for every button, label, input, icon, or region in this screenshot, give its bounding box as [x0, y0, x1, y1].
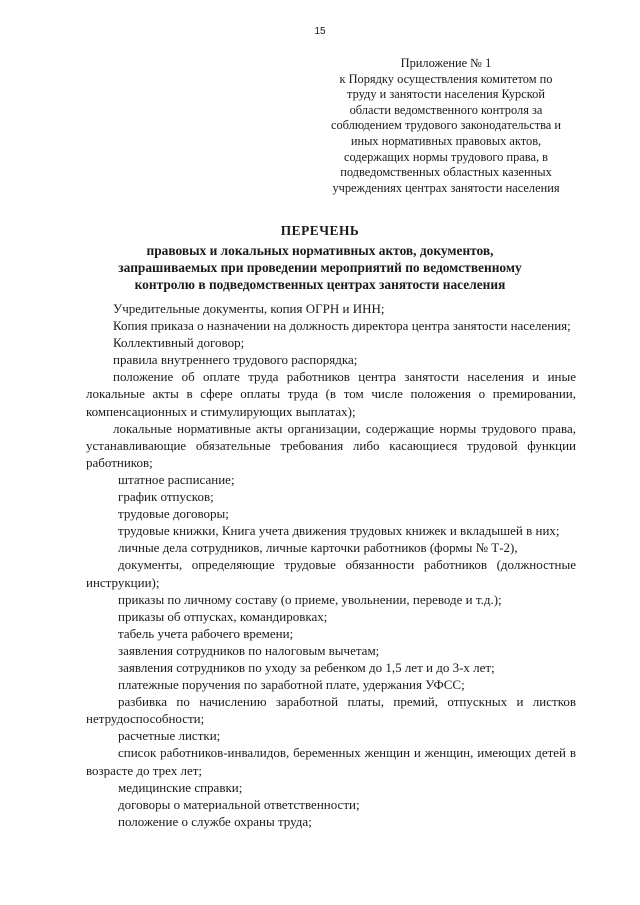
list-item: трудовые книжки, Книга учета движения трудовых книжек и вкладышей в них; [118, 523, 560, 539]
list-item: разбивка по начислению заработной платы, премий, отпускных и листков нетрудоспособности; [86, 694, 576, 727]
title-line: контролю в подведомственных центрах занятости населения [134, 277, 506, 292]
list-item: локальные нормативные акты организации, содержащие нормы трудового права, устанавливающие обязательные требования либо касающиеся трудовой функции работников; [86, 420, 576, 470]
appendix-line: соблюдением трудового законодательства и [330, 118, 562, 133]
appendix-line: труду и занятости населения Курской [347, 87, 545, 102]
list-item: правила внутреннего трудового распорядка; [113, 352, 358, 368]
appendix-header [318, 56, 574, 196]
page-number: 15 [314, 26, 326, 37]
list-item: график отпусков; [118, 489, 214, 505]
list-item: Коллективный договор; [113, 335, 245, 351]
title-heading: ПЕРЕЧЕНЬ [280, 223, 360, 238]
appendix-line: к Порядку осуществления комитетом по [339, 71, 553, 86]
list-item: положение о службе охраны труда; [118, 813, 312, 829]
list-item: положение об оплате труда работников центра занятости населения и иные локальные акты в сфере оплаты труда (в том числе положения о премировании, компенсационных и стимулирующих выплатах); [86, 369, 576, 419]
appendix-line: содержащих нормы трудового права, в [343, 149, 549, 164]
list-item: табель учета рабочего времени; [118, 625, 294, 641]
list-item: список работников-инвалидов, беременных женщин и женщин, имеющих детей в возрасте до трех лет; [86, 745, 576, 778]
list-item: приказы об отпусках, командировках; [118, 608, 328, 624]
appendix-line: Приложение № 1 [400, 56, 492, 70]
list-item: заявления сотрудников по уходу за ребенком до 1,5 лет и до 3-х лет; [118, 659, 495, 675]
list-item: Учредительные документы, копия ОГРН и ИНН; [113, 301, 385, 316]
appendix-line: подведомственных областных казенных [340, 165, 552, 180]
list-item: документы, определяющие трудовые обязанности работников (должностные инструкции); [86, 557, 576, 590]
appendix-line: учреждениях центрах занятости населения [332, 180, 560, 195]
title-line: запрашиваемых при проведении мероприятий по ведомственному [118, 260, 522, 275]
list-item: медицинские справки; [118, 779, 243, 795]
document-title [100, 222, 540, 293]
list-item: трудовые договоры; [118, 506, 229, 522]
list-item: приказы по личному составу (о приеме, увольнении, переводе и т.д.); [118, 591, 502, 607]
list-item: Копия приказа о назначении на должность директора центра занятости населения; [113, 318, 571, 334]
list-item: платежные поручения по заработной плате, удержания УФСС; [118, 677, 465, 693]
list-item: личные дела сотрудников, личные карточки работников (формы № Т-2), [118, 540, 518, 556]
list-item: договоры о материальной ответственности; [118, 796, 360, 812]
list-item: заявления сотрудников по налоговым вычетам; [118, 642, 380, 658]
document-list [86, 300, 576, 830]
list-item: штатное расписание; [118, 471, 235, 487]
list-item: расчетные листки; [118, 728, 221, 744]
appendix-line: области ведомственного контроля за [349, 102, 543, 117]
appendix-line: иных нормативных правовых актов, [350, 133, 542, 148]
title-line: правовых и локальных нормативных актов, документов, [146, 243, 494, 258]
